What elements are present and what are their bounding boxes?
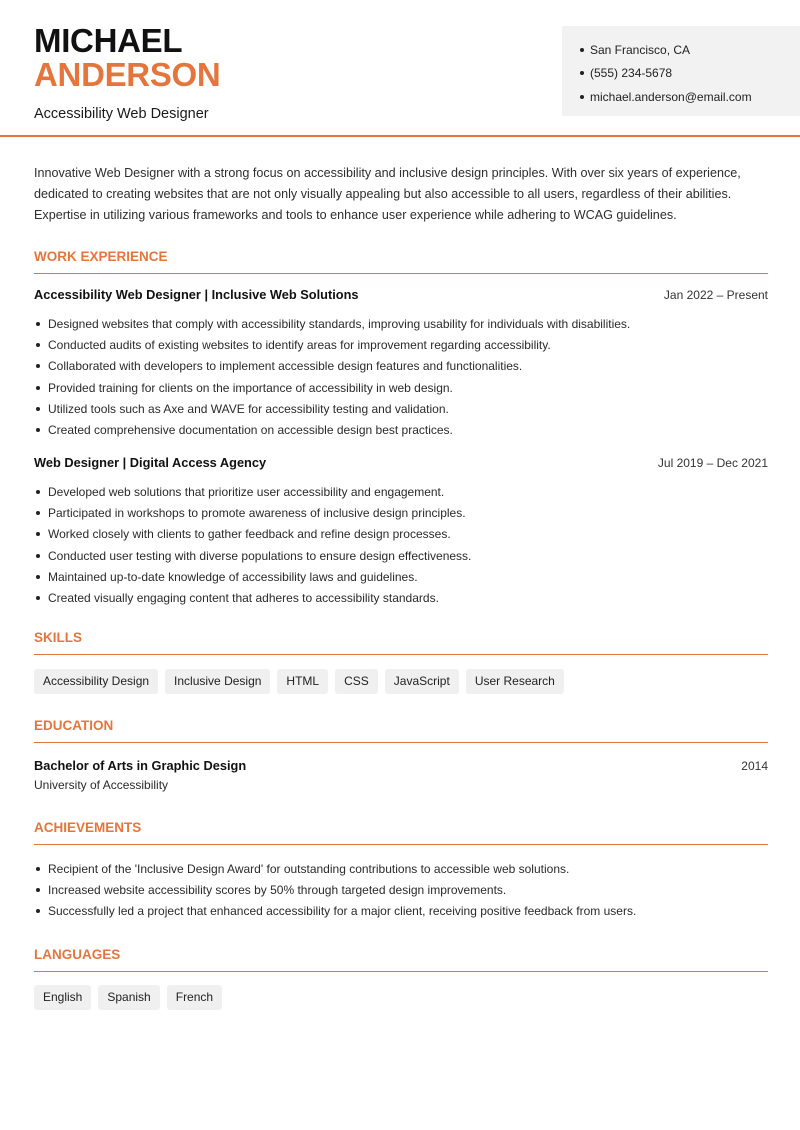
languages-list [34, 985, 222, 1010]
section-title-work: WORK EXPERIENCE [34, 249, 768, 274]
bullet-text: Created comprehensive documentation on accessible design best practices. [48, 423, 453, 438]
list-item [34, 356, 768, 377]
list-item [34, 313, 768, 334]
bullet-text: Conducted user testing with diverse populations to ensure design effectiveness. [48, 548, 472, 563]
list-item [34, 587, 768, 608]
bullet-text: Participated in workshops to promote awareness of inclusive design principles. [48, 505, 466, 520]
list-item [34, 398, 768, 419]
list-item [34, 901, 768, 922]
bullet-text: Maintained up-to-date knowledge of accessibility laws and guidelines. [48, 569, 418, 584]
job-title: Accessibility Web Designer [34, 106, 209, 122]
bullet-icon [36, 575, 40, 579]
contact-location-text: San Francisco, CA [590, 42, 691, 57]
contact-email[interactable] [580, 85, 800, 109]
bullet-icon [36, 428, 40, 432]
summary-paragraph: Innovative Web Designer with a strong focus on accessibility and inclusive design principles. With over six years of experience, dedicated to creating websites that are not only visually appealing but also accessible to all users, regardless of their abilities. Expertise in utilizing various frameworks and tools to enhance user experience while adhering to WCAG guidelines. [34, 166, 741, 222]
list-item [34, 419, 768, 440]
resume-header [0, 0, 800, 137]
job-header [34, 455, 768, 475]
bullet-icon [36, 322, 40, 326]
language-tag: French [167, 985, 222, 1010]
bullet-text: Recipient of the 'Inclusive Design Award' for outstanding contributions to accessible web solutions. [48, 861, 570, 876]
list-item [34, 858, 768, 879]
list-item [34, 377, 768, 398]
list-item [34, 545, 768, 566]
bullet-icon [36, 511, 40, 515]
job-dates: Jul 2019 – Dec 2021 [657, 456, 768, 470]
bullet-text: Collaborated with developers to implement accessible design features and functionalities. [48, 359, 523, 374]
list-item [34, 481, 768, 502]
contact-box [562, 26, 800, 116]
bullet-icon [580, 48, 584, 52]
name-block [34, 24, 220, 122]
list-item [34, 334, 768, 355]
section-title-achievements: ACHIEVEMENTS [34, 820, 768, 845]
job-bullets [34, 313, 768, 441]
job-role: Web Designer | Digital Access Agency [34, 455, 267, 470]
bullet-text: Provided training for clients on the importance of accessibility in web design. [48, 380, 453, 395]
achievements-list [34, 858, 768, 922]
bullet-icon [36, 386, 40, 390]
bullet-icon [36, 407, 40, 411]
language-tag: Spanish [98, 985, 159, 1010]
bullet-text: Developed web solutions that prioritize user accessibility and engagement. [48, 484, 445, 499]
bullet-text: Designed websites that comply with accessibility standards, improving usability for individuals with disabilities. [48, 316, 631, 331]
list-item [34, 524, 768, 545]
first-name: MICHAEL [34, 22, 183, 59]
section-title-languages: LANGUAGES [34, 947, 768, 972]
job-dates: Jan 2022 – Present [663, 288, 768, 302]
job-bullets [34, 481, 768, 609]
bullet-text: Worked closely with clients to gather feedback and refine design processes. [48, 527, 451, 542]
bullet-icon [36, 554, 40, 558]
bullet-text: Increased website accessibility scores by 50% through targeted design improvements. [48, 882, 507, 897]
section-title-skills: SKILLS [34, 630, 768, 655]
education-school: University of Accessibility [34, 778, 169, 792]
list-item [34, 879, 768, 900]
skill-tag: Inclusive Design [165, 669, 270, 694]
bullet-icon [36, 490, 40, 494]
skills-list [34, 669, 564, 694]
education-year: 2014 [741, 759, 768, 773]
job-role: Accessibility Web Designer | Inclusive Web Solutions [34, 287, 359, 302]
bullet-icon [36, 909, 40, 913]
job-entry [34, 455, 768, 609]
section-title-education: EDUCATION [34, 718, 768, 743]
education-degree: Bachelor of Arts in Graphic Design [34, 758, 247, 773]
skill-tag: Accessibility Design [34, 669, 158, 694]
bullet-text: Successfully led a project that enhanced accessibility for a major client, receiving positive feedback from users. [48, 904, 637, 919]
skill-tag: User Research [466, 669, 564, 694]
bullet-icon [36, 888, 40, 892]
contact-phone-text: (555) 234-5678 [590, 66, 673, 81]
education-entry [34, 758, 768, 792]
contact-phone [580, 62, 800, 86]
last-name: ANDERSON [34, 56, 221, 93]
bullet-icon [36, 596, 40, 600]
bullet-text: Conducted audits of existing websites to identify areas for improvement regarding accessibility. [48, 337, 551, 352]
list-item [34, 502, 768, 523]
job-header [34, 287, 768, 307]
bullet-icon [580, 95, 584, 99]
contact-email-text[interactable]: michael.anderson@email.com [590, 89, 752, 104]
skill-tag: HTML [277, 669, 328, 694]
skill-tag: JavaScript [385, 669, 459, 694]
bullet-icon [36, 532, 40, 536]
language-tag: English [34, 985, 91, 1010]
list-item [34, 566, 768, 587]
bullet-text: Utilized tools such as Axe and WAVE for accessibility testing and validation. [48, 401, 449, 416]
contact-location [580, 38, 800, 62]
bullet-icon [36, 343, 40, 347]
skill-tag: CSS [335, 669, 378, 694]
job-entry [34, 287, 768, 441]
bullet-icon [36, 867, 40, 871]
bullet-text: Created visually engaging content that adheres to accessibility standards. [48, 591, 439, 606]
bullet-icon [580, 71, 584, 75]
bullet-icon [36, 364, 40, 368]
